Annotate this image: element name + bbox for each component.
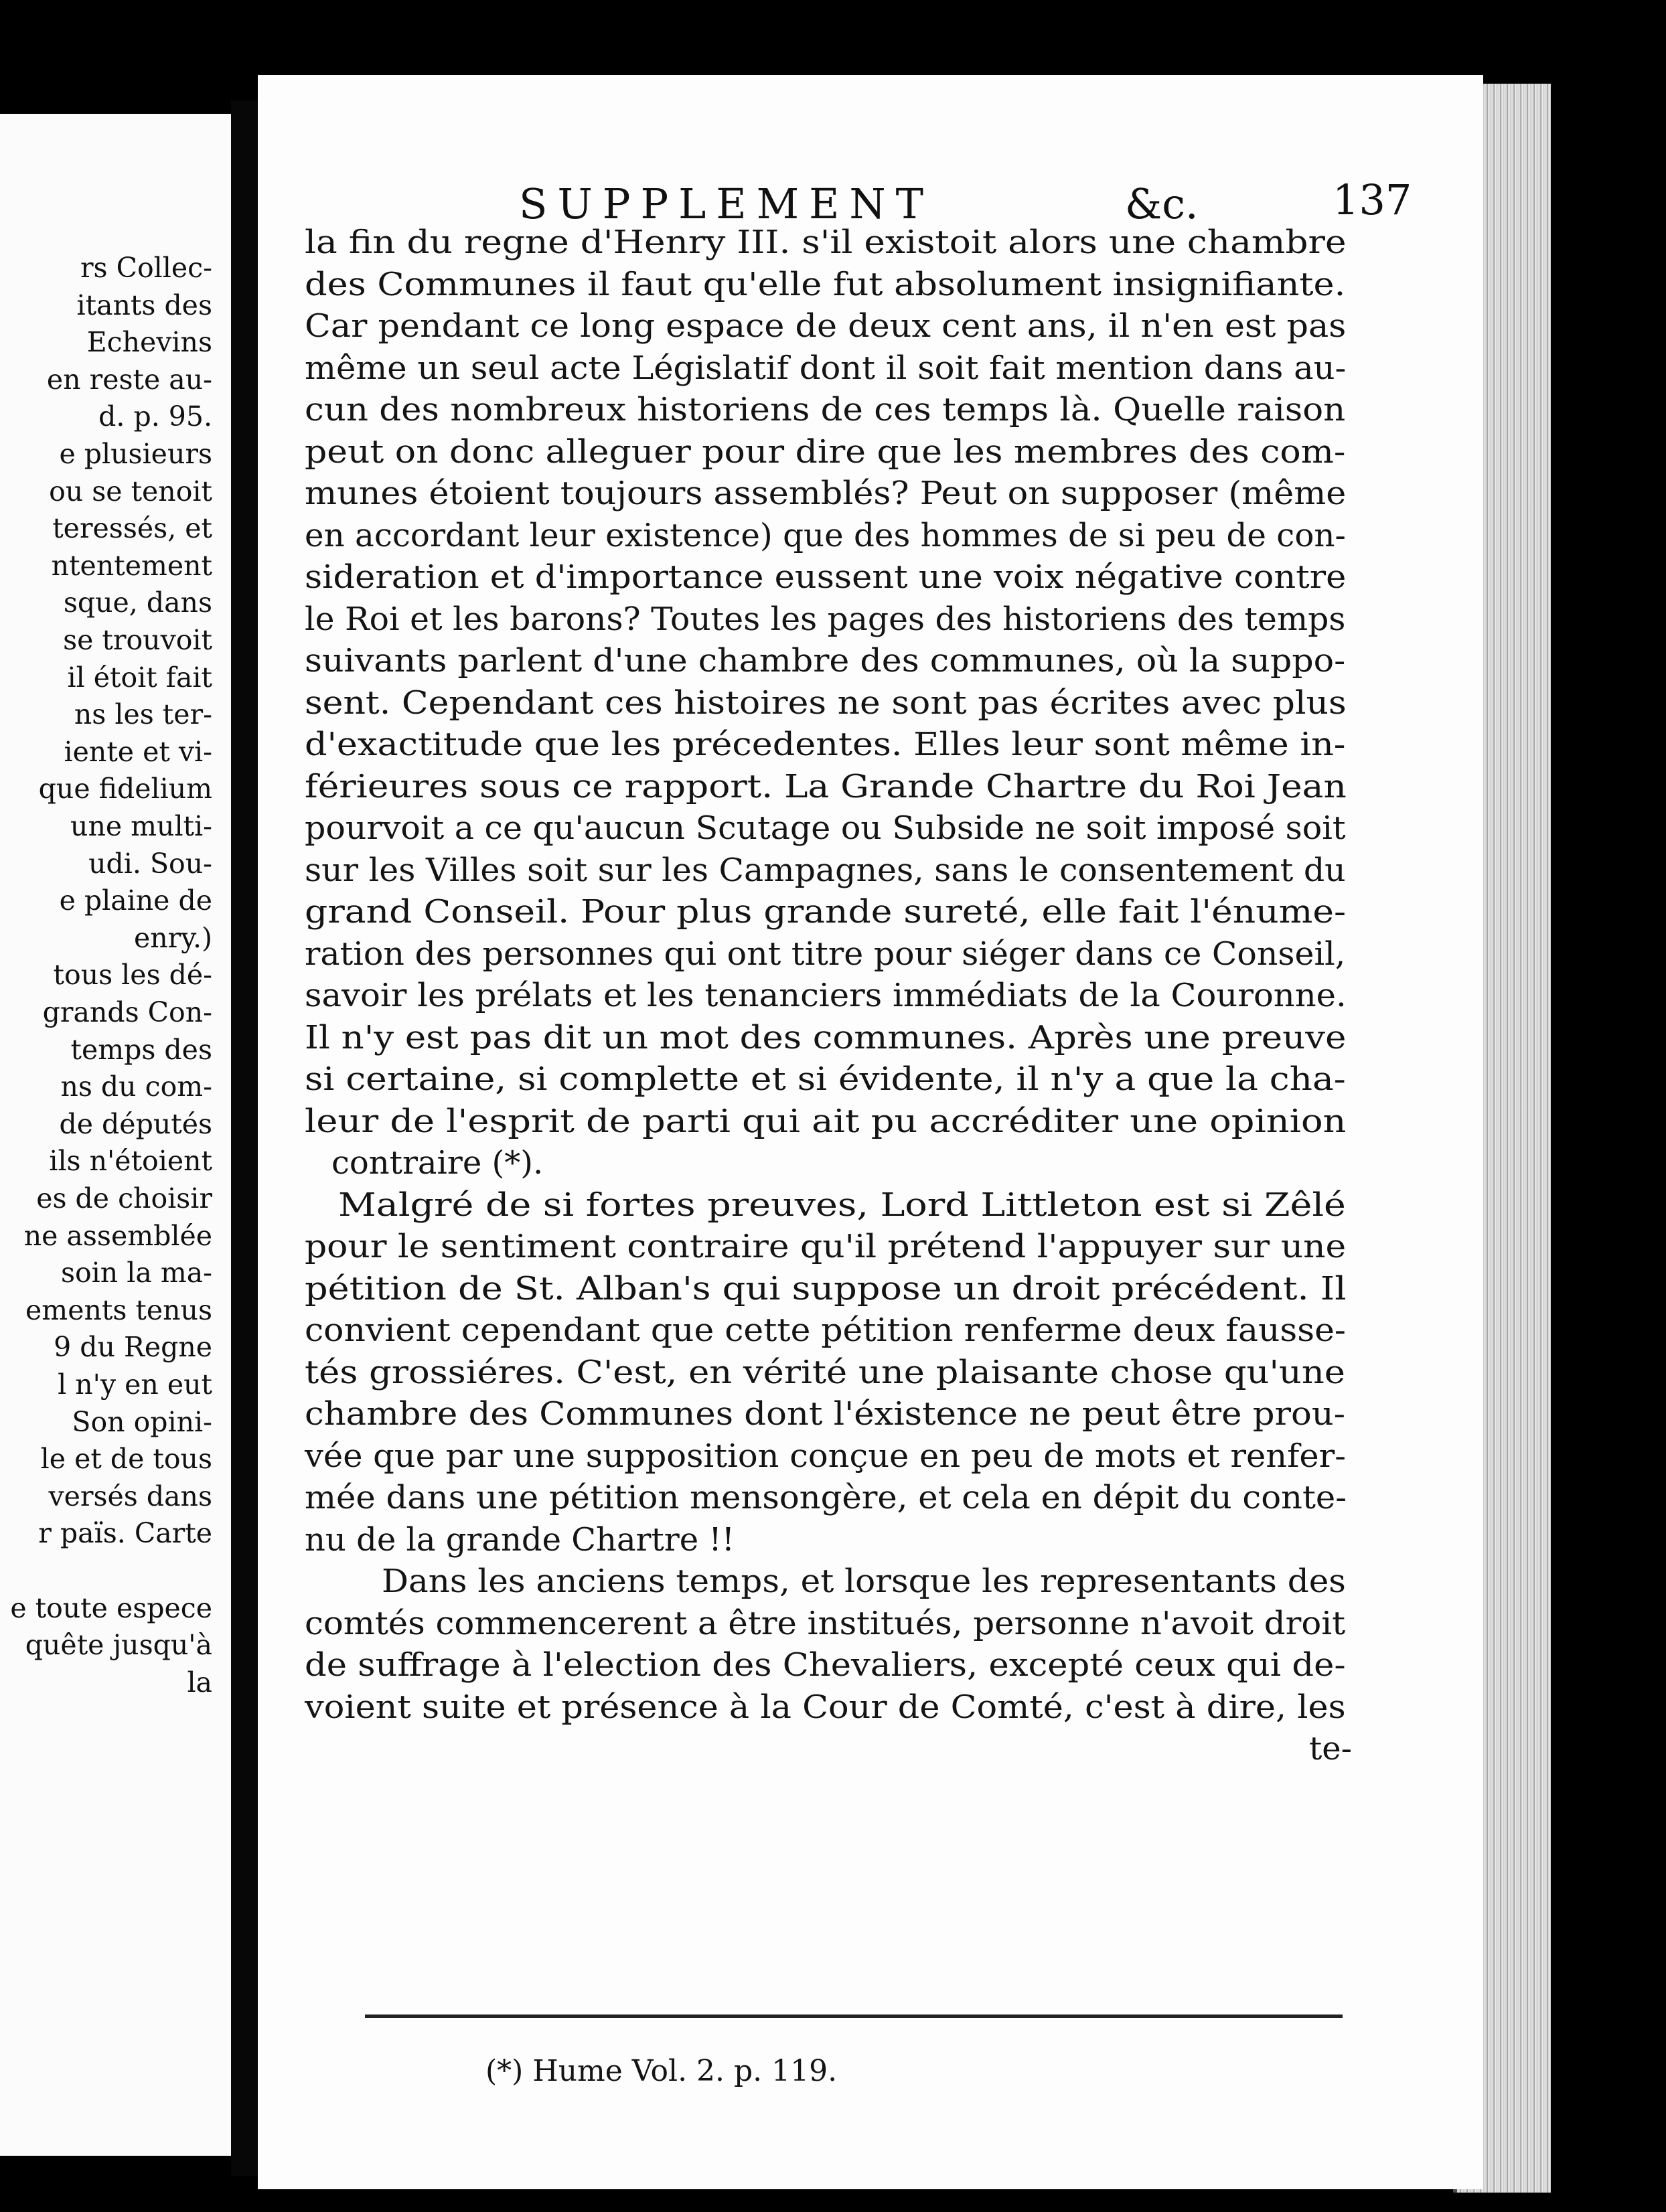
facing-page-line: le et de tous <box>40 1443 212 1476</box>
facing-page-line: tous les dé- <box>53 959 212 992</box>
facing-page-line: l n'y en eut <box>58 1368 212 1401</box>
facing-page-line: teressés, et <box>52 512 212 545</box>
body-line: chambre des Communes dont l'éxistence ne peut être prou- <box>305 1395 1346 1433</box>
body-line: grand Conseil. Pour plus grande sureté, elle fait l'énume- <box>305 893 1347 931</box>
facing-page-line: il étoit fait <box>67 661 212 694</box>
footnote-rule <box>365 2014 1343 2018</box>
body-line: mée dans une pétition mensongère, et cela en dépit du conte- <box>305 1479 1347 1516</box>
body-line: suivants parlent d'une chambre des communes, où la suppo- <box>305 642 1346 680</box>
body-line: de suffrage à l'election des Chevaliers, excepté ceux qui de- <box>305 1646 1346 1684</box>
facing-page-line: enry.) <box>133 921 212 954</box>
body-line: même un seul acte Législatif dont il soit fait mention dans au- <box>305 349 1347 387</box>
footnote: (*) Hume Vol. 2. p. 119. <box>485 2054 838 2088</box>
body-line: Il n'y est pas dit un mot des communes. Après une preuve <box>305 1018 1347 1056</box>
facing-page-line: udi. Sou- <box>88 847 212 880</box>
running-head-etc: &c. <box>1125 179 1199 228</box>
body-line: convient cependant que cette pétition renferme deux fausse- <box>305 1312 1346 1349</box>
facing-page-line: d. p. 95. <box>98 400 212 433</box>
body-line: d'exactitude que les précedentes. Elles leur sont même in- <box>305 726 1346 763</box>
body-line: vée que par une supposition conçue en peu de mots et renfer- <box>305 1437 1346 1475</box>
body-line: Dans les anciens temps, et lorsque les representants des <box>382 1563 1346 1600</box>
facing-page-line: ils n'étoient <box>49 1145 212 1178</box>
facing-page-line: ntentement <box>51 549 212 582</box>
body-line: sideration et d'importance eussent une voix négative contre <box>305 558 1347 596</box>
body-line: en accordant leur existence) que des hommes de si peu de con- <box>305 516 1346 554</box>
body-line: si certaine, si complette et si évidente, il n'y a que la cha- <box>305 1060 1346 1098</box>
facing-page-line: Son opini- <box>72 1405 212 1438</box>
body-line: pour le sentiment contraire qu'il prétend l'appuyer sur une <box>305 1228 1347 1265</box>
body-line: pétition de St. Alban's qui suppose un droit précédent. Il <box>305 1269 1347 1308</box>
facing-page-line: Echevins <box>86 326 212 359</box>
body-line: le Roi et les barons? Toutes les pages des historiens des temps <box>305 600 1346 638</box>
running-head-title: SUPPLEMENT <box>519 179 933 228</box>
body-line: ration des personnes qui ont titre pour siéger dans ce Conseil, <box>305 935 1346 973</box>
facing-page-line: ne assemblée <box>23 1219 212 1252</box>
body-line: sur les Villes soit sur les Campagnes, sans le consentement du <box>305 851 1346 889</box>
facing-page-line: versés dans <box>48 1480 212 1512</box>
body-line: Malgré de si fortes preuves, Lord Littleton est si Zêlé <box>338 1186 1346 1224</box>
facing-page-line: sque, dans <box>63 586 212 619</box>
body-line: munes étoient toujours assemblés? Peut on supposer (même <box>305 475 1347 512</box>
book-gutter <box>231 100 258 2176</box>
body-line: pourvoit a ce qu'aucun Scutage ou Subside ne soit imposé soit <box>305 809 1346 847</box>
facing-page-line: ou se tenoit <box>49 475 212 507</box>
body-line: te- <box>1309 1730 1352 1767</box>
facing-page-line: iente et vi- <box>64 735 212 768</box>
facing-page-line: ns les ter- <box>74 698 212 731</box>
page-number: 137 <box>1333 175 1412 224</box>
body-line: savoir les prélats et les tenanciers immédiats de la Couronne. <box>305 977 1347 1014</box>
facing-page-line: quête jusqu'à <box>25 1629 212 1662</box>
body-line: comtés commencerent a être institués, personne n'avoit droit <box>305 1604 1346 1642</box>
facing-page-line: ements tenus <box>25 1293 212 1326</box>
facing-page-line: e plusieurs <box>59 438 212 470</box>
facing-page-line: la <box>187 1666 212 1698</box>
facing-page-line: rs Collec- <box>80 252 212 284</box>
facing-page-line: r païs. Carte <box>38 1517 212 1550</box>
facing-page-line: grands Con- <box>42 996 212 1028</box>
body-line: contraire (*). <box>331 1144 544 1182</box>
body-line: cun des nombreux historiens de ces temps là. Quelle raison <box>305 391 1346 428</box>
facing-page-line: une multi- <box>70 810 212 842</box>
body-line: peut on donc alleguer pour dire que les membres des com- <box>305 432 1346 471</box>
facing-page-line: es de choisir <box>36 1182 212 1214</box>
facing-page-line: e plaine de <box>59 884 212 917</box>
facing-page-line: e toute espece <box>10 1591 212 1624</box>
facing-page-line: que fidelium <box>38 773 212 805</box>
facing-page-line: en reste au- <box>46 363 212 396</box>
body-line: nu de la grande Chartre !! <box>305 1520 735 1559</box>
facing-page-line: temps des <box>70 1033 212 1066</box>
facing-page-line: se trouvoit <box>63 624 212 656</box>
body-line: la fin du regne d'Henry III. s'il existoit alors une chambre <box>305 224 1347 261</box>
body-line: sent. Cependant ces histoires ne sont pas écrites avec plus <box>305 684 1347 722</box>
body-line: férieures sous ce rapport. La Grande Chartre du Roi Jean <box>305 767 1347 805</box>
facing-page-line: ns du com- <box>60 1071 212 1103</box>
facing-page-fragment <box>0 114 231 2156</box>
facing-page-line: soin la ma- <box>60 1257 212 1289</box>
body-line: voient suite et présence à la Cour de Comté, c'est à dire, les <box>305 1688 1346 1726</box>
facing-page-line: de députés <box>59 1107 212 1140</box>
body-line: des Communes il faut qu'elle fut absolument insignifiante. <box>305 265 1346 303</box>
body-line: leur de l'esprit de parti qui ait pu accréditer une opinion <box>305 1102 1347 1140</box>
facing-page-line: itants des <box>76 289 212 321</box>
body-line: tés grossiéres. C'est, en vérité une plaisante chose qu'une <box>305 1353 1345 1391</box>
facing-page-line: 9 du Regne <box>54 1331 212 1364</box>
body-line: Car pendant ce long espace de deux cent ans, il n'en est pas <box>305 307 1347 345</box>
